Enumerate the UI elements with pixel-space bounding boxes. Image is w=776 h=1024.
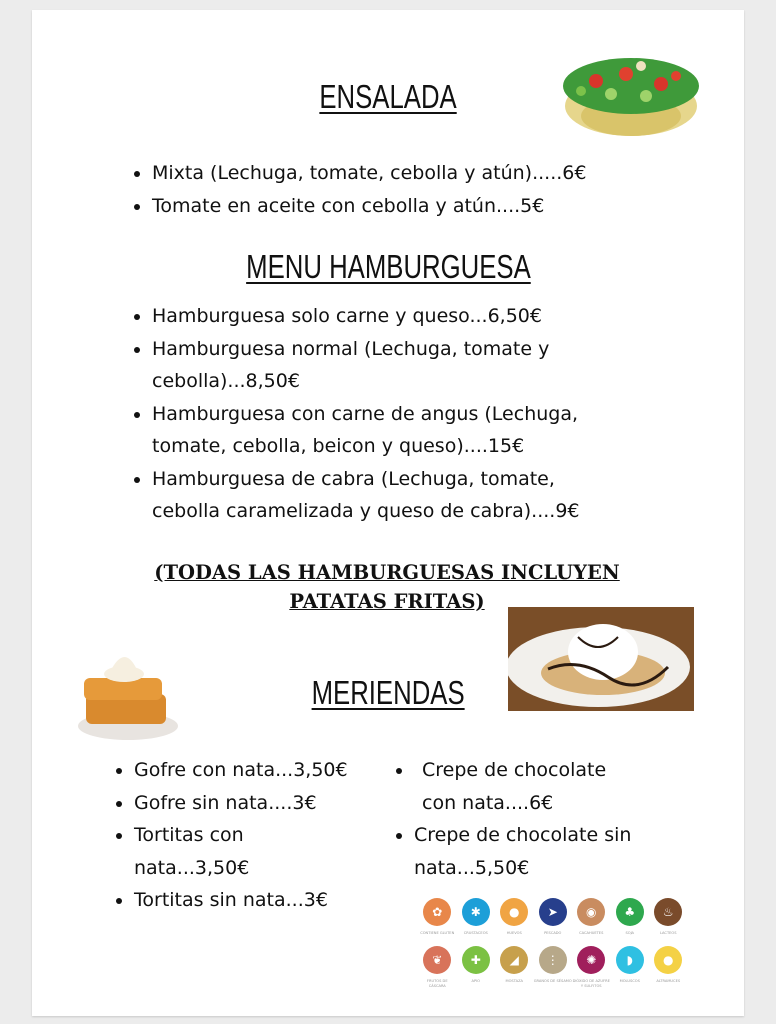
allergen-item	[572, 898, 611, 940]
meriendas-list-left	[114, 754, 364, 917]
menu-item: Hamburguesa con carne de angus (Lechuga, tomate, cebolla, beicon y queso)....15€	[132, 398, 612, 463]
fries-included-note: (TODAS LAS HAMBURGUESAS INCLUYEN PATATAS FRITAS)	[154, 561, 620, 613]
menu-item: Tomate en aceite con cebolla y atún....5€	[132, 190, 652, 223]
milk-jug-icon: ♨	[654, 898, 682, 926]
meriendas-title-text: MERIENDAS	[311, 674, 465, 711]
allergen-item	[611, 898, 650, 940]
section-title-hamburguesa	[32, 248, 744, 286]
menu-item: Hamburguesa solo carne y queso...6,50€	[132, 300, 612, 333]
allergen-label: DIÓXIDO DE AZUFRE Y SULFITOS	[572, 979, 610, 988]
allergen-item	[649, 946, 688, 988]
soy-icon: ♣	[616, 898, 644, 926]
allergen-item	[649, 898, 688, 940]
allergen-item	[457, 898, 496, 940]
celery-icon: ✚	[462, 946, 490, 974]
allergen-label: GRANOS DE SÉSAMO	[533, 979, 572, 983]
allergen-label: ALTRAMUCES	[656, 979, 681, 983]
allergen-label: CACAHUETES	[579, 931, 604, 935]
allergen-label: MOSTAZA	[505, 979, 523, 983]
menu-item: Mixta (Lechuga, tomate, cebolla y atún).....6€	[132, 157, 652, 190]
allergen-label: LACTEOS	[659, 931, 677, 935]
peanut-icon: ◉	[577, 898, 605, 926]
allergen-legend	[418, 898, 708, 988]
sulphites-icon: ✺	[577, 946, 605, 974]
ensalada-list	[132, 157, 652, 222]
hamburguesa-title-text: MENU HAMBURGUESA	[245, 248, 531, 285]
allergen-item	[495, 898, 534, 940]
menu-item: Hamburguesa de cabra (Lechuga, tomate, cebolla caramelizada y queso de cabra)....9€	[132, 463, 612, 528]
menu-page	[32, 10, 744, 1016]
sesame-icon: ⋮	[539, 946, 567, 974]
ensalada-title-text: ENSALADA	[319, 78, 457, 115]
allergen-label: APIO	[471, 979, 480, 983]
menu-item: Gofre sin nata....3€	[114, 787, 364, 820]
fish-icon: ➤	[539, 898, 567, 926]
allergen-label: CONTIENE GLUTEN	[420, 931, 455, 935]
menu-item: Crepe de chocolate con nata....6€	[394, 754, 642, 819]
menu-item: Hamburguesa normal (Lechuga, tomate y cebolla)...8,50€	[132, 333, 612, 398]
allergen-item	[534, 946, 573, 988]
menu-item: Crepe de chocolate sin nata...5,50€	[394, 819, 634, 884]
menu-item: Gofre con nata...3,50€	[114, 754, 364, 787]
hamburguesa-list	[132, 300, 612, 528]
meriendas-list-right	[394, 754, 634, 884]
allergen-label: SOJA	[625, 931, 635, 935]
lupin-icon: ●	[654, 946, 682, 974]
allergen-item	[457, 946, 496, 988]
mustard-icon: ◢	[500, 946, 528, 974]
allergen-item	[611, 946, 650, 988]
allergen-label: PESCADO	[544, 931, 562, 935]
menu-item: Tortitas con nata...3,50€	[114, 819, 274, 884]
crab-icon: ✱	[462, 898, 490, 926]
allergen-item	[495, 946, 534, 988]
allergen-label: FRUTOS DE CÁSCARA	[426, 979, 448, 988]
shell-icon: ◗	[616, 946, 644, 974]
allergen-label: MOLUSCOS	[619, 979, 640, 983]
allergen-item	[418, 898, 457, 940]
allergen-item	[418, 946, 457, 988]
menu-item: Tortitas sin nata...3€	[114, 884, 364, 917]
allergen-item	[534, 898, 573, 940]
allergen-label: HUEVOS	[506, 931, 522, 935]
section-title-meriendas	[32, 674, 744, 712]
salad-bowl-image	[556, 46, 706, 141]
walnut-icon: ❦	[423, 946, 451, 974]
allergen-item	[572, 946, 611, 988]
wheat-icon: ✿	[423, 898, 451, 926]
eggs-icon: ●	[500, 898, 528, 926]
allergen-label: CRUSTACEOS	[463, 931, 488, 935]
